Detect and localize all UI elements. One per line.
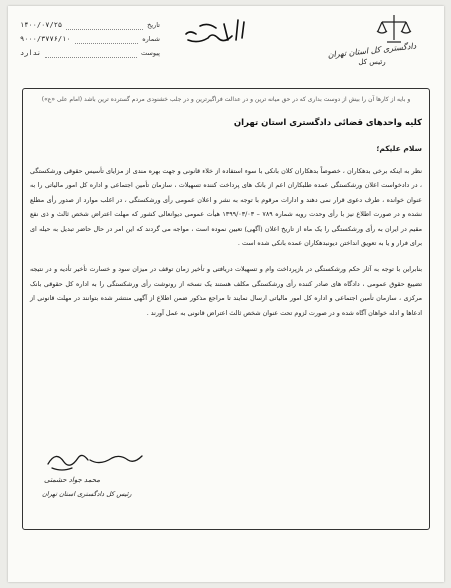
organization-name: دادگستری کل استان تهران <box>327 41 417 60</box>
letter-page <box>8 6 444 582</box>
body-paragraph: بنابراین با توجه به آثار حکم ورشکستگی در بازپرداخت وام و تسهیلات دریافتی و تأخیر زمان توقف در میزان سود و خسارت تأخیر تأدیه و در نتیجه تضییع حقوق عمومی ، دادگاه های صادر کننده رأی ورشکستگی مکلف هستند یک نسخه از رونوشت رأی ورشکستگی را به اداره کل حقوقی بانک مرکزی ، سازمان تأمین اجتماعی و اداره کل امور مالیاتی ارسال نمایند تا مراجع مذکور ضمن اطلاع از آگهی منتشر شده بتوانند در مهلت قانونی از ادعاها و ادله خواهان آگاه شده و در صورت لزوم تحت عنوان شخص ثالث اعتراض قانونی به عمل آورند . <box>30 265 422 317</box>
meta-value: ۱۴۰۰/۰۷/۲۵ <box>20 21 63 29</box>
basmala-calligraphy <box>178 14 258 48</box>
letter-body <box>30 164 422 324</box>
meta-value: ۹۰۰۰/۳۷۷۶/۱۰ <box>20 35 71 43</box>
meta-label: پیوست <box>141 49 160 57</box>
signatory-title: رئیس کل دادگستری استان تهران <box>42 490 132 498</box>
organization-block <box>312 41 432 66</box>
signatory-name: محمد جواد حشمتی <box>44 476 101 484</box>
judiciary-emblem-icon <box>374 12 414 46</box>
meta-row-date <box>20 18 160 32</box>
meta-label: شماره <box>142 35 160 43</box>
letter-meta <box>20 18 160 60</box>
letter-recipient-title: کلیه واحدهای قضائی دادگستری استان تهران <box>233 118 422 128</box>
body-paragraph: نظر به اینکه برخی بدهکاران ، خصوصاً بدهکاران کلان بانکی با سوء استفاده از خلاء قانونی و جهت بهره مندی از مزایای تأسیس حقوقی ورشکستگی ، در دادخواست اعلان ورشکستگی عمده طلبکاران اعم از بانک های پرداخت کننده تسهیلات ، سازمان تأمین اجتماعی و اداره کل امور مالیاتی را به عنوان خوانده ، طرف دعوی قرار نمی دهند و ادارات مرقوم با توجه به نشر و اعلان عمومی رأی ورشکستگی ، در اغلب موارد از صدور رأی مطلع نشده و در صورت اطلاع نیز با رأی وحدت رویه شماره ۷۸۹ – ۱۳۹۹/۰۳/۰۳ هیأت عمومی دیوانعالی کشور که مهلت اعتراض شخص ثالث و ذی نفع مقیم در ایران به رأی ورشکستگی را یک ماه از تاریخ اعلان (آگهی) تعیین نموده است ، مواجه می گردند که این امر در حال حاضر تبدیل به حیله ای برای فرار و یا به تعویق انداختن دیونبدهکاران عمده بانکی شده است . <box>30 167 423 248</box>
letter-greeting: سلام علیکم؛ <box>376 144 422 153</box>
meta-divider <box>66 21 143 30</box>
meta-label: تاریخ <box>147 21 160 29</box>
motto-quote: و بایه از کارها آن را بیش از دوست بداری که در حق میانه ترین و در عدالت فراگیرترین و در جلب خشنودی مردم گسترده ترین باشد (امام علی «ع») <box>41 96 411 103</box>
meta-row-attachment <box>20 46 160 60</box>
organization-subtitle: رئیس کل <box>358 58 386 66</box>
meta-row-number <box>20 32 160 46</box>
meta-divider <box>45 49 137 58</box>
meta-value: ندارد <box>20 49 42 57</box>
meta-divider <box>75 35 139 44</box>
